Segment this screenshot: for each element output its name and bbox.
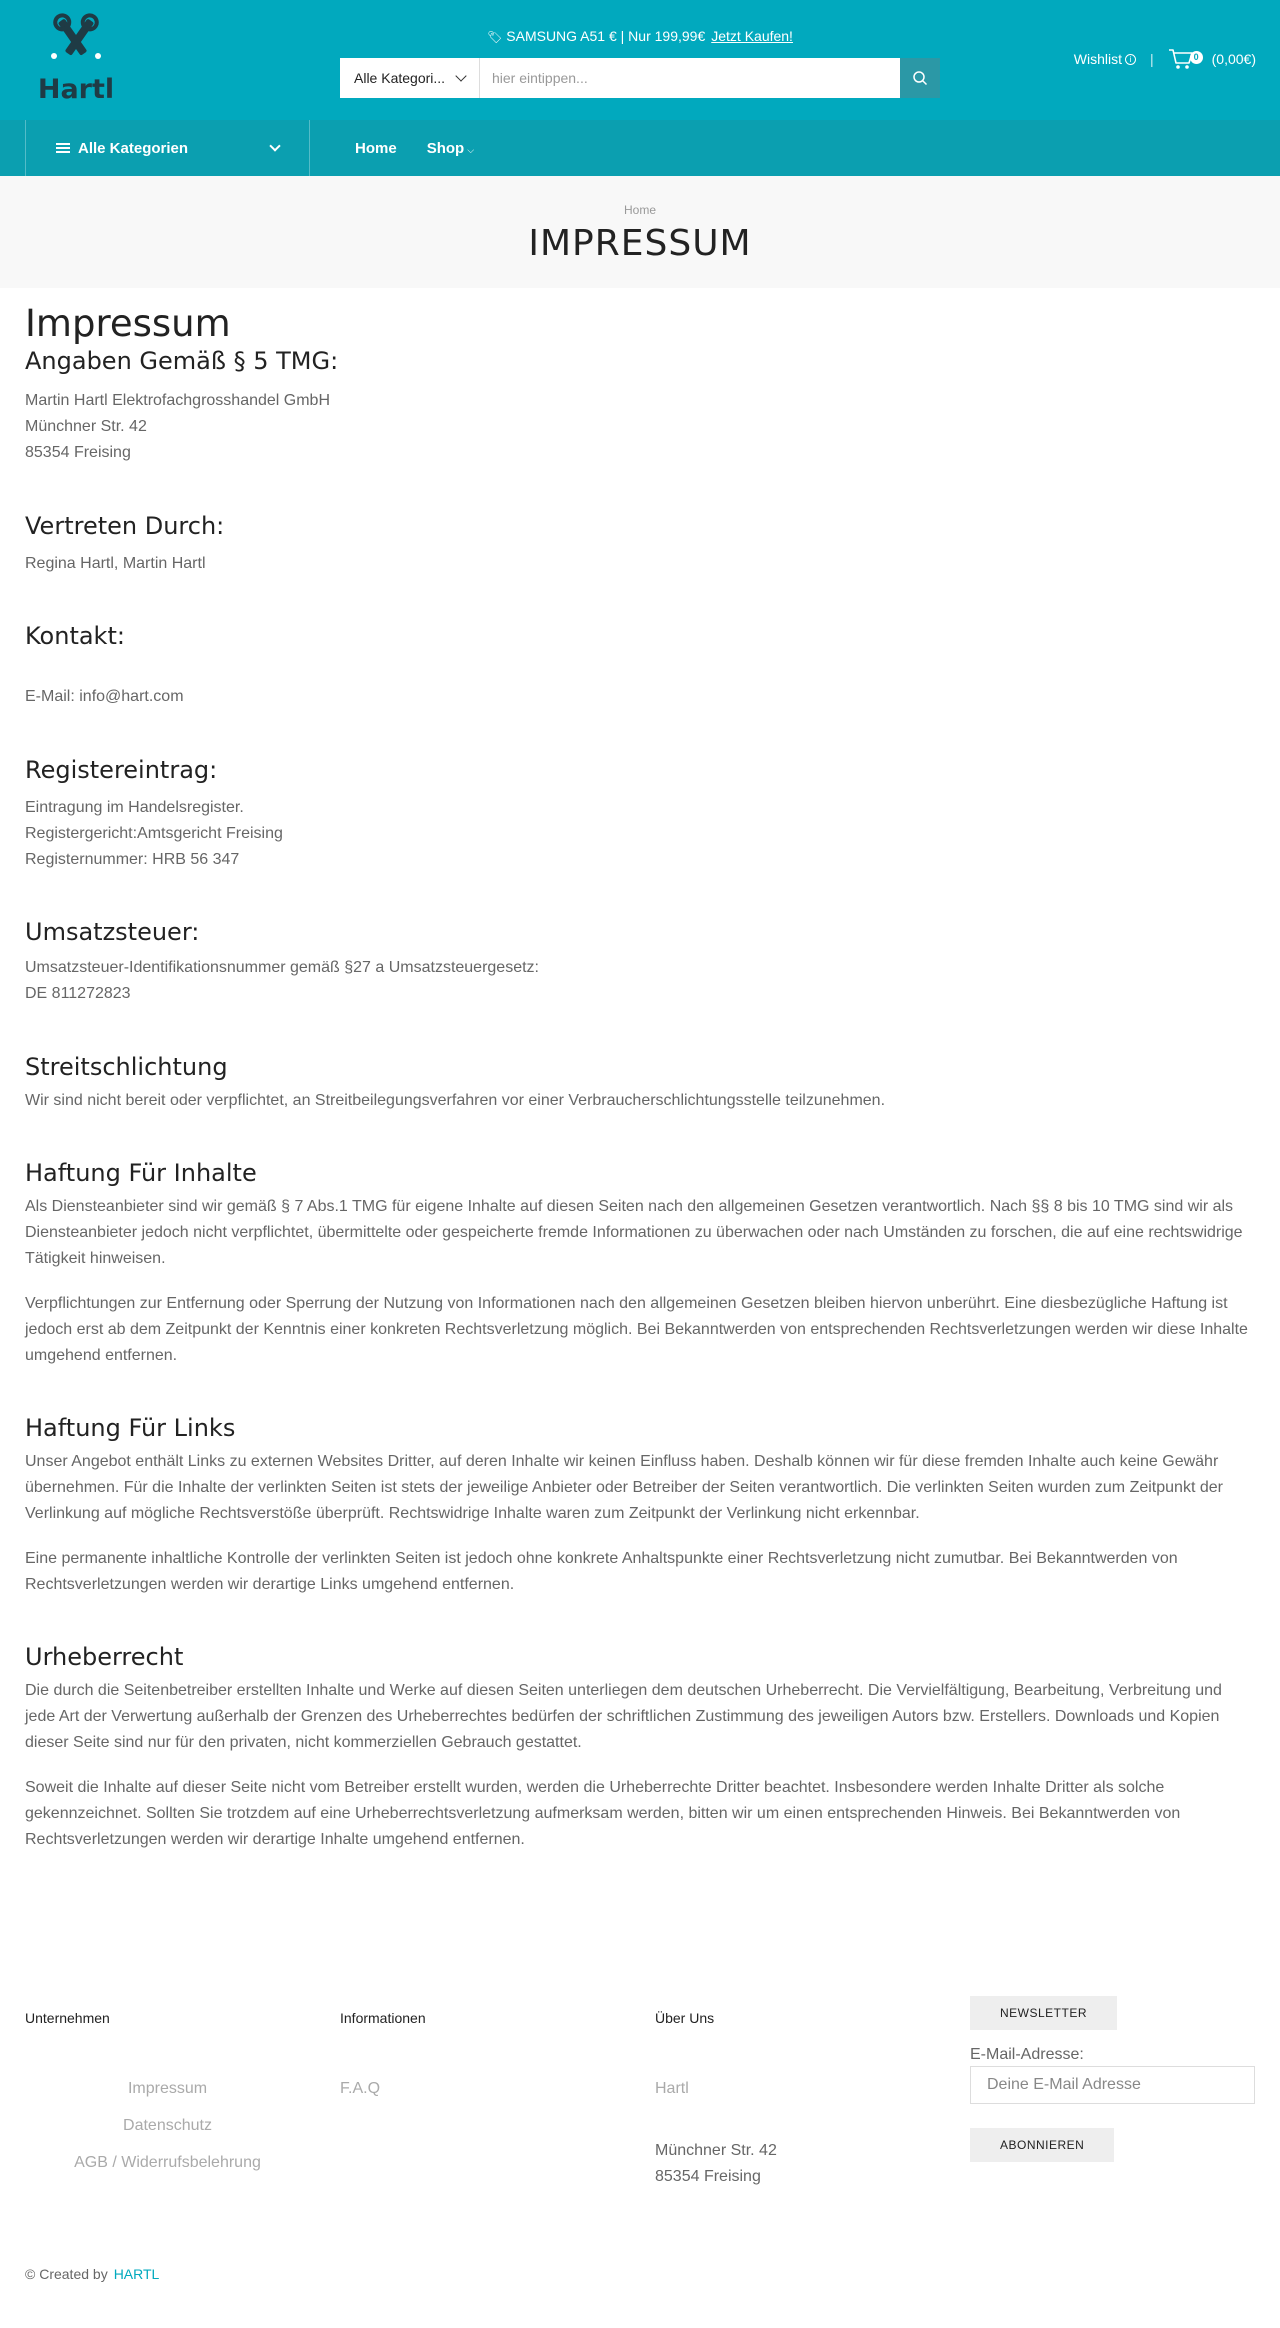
footer-col-newsletter <box>970 1996 1255 2162</box>
streit-text: Wir sind nicht bereit oder verpflichtet, an Streitbeilegungsverfahren vor einer Verbraucherschlichtungsstelle teilzunehmen. <box>25 1092 886 1109</box>
haftung-inhalte-p1: Als Diensteanbieter sind wir gemäß § 7 Abs.1 TMG für eigene Inhalte auf diesen Seiten nach den allgemeinen Gesetzen verantwortlich. Nach §§ 8 bis 10 TMG sind wir als Diensteanbieter jedoch nicht verpflichtet, übermittelte oder gespeicherte fremde Informationen zu überwachen oder nach Umständen zu forschen, die auf eine rechtswidrige Tätigkeit hinweisen. <box>25 1198 1243 1267</box>
footer-address-line: Münchner Str. 42 <box>655 2142 777 2159</box>
haftung-inhalte-heading: Haftung Für Inhalte <box>25 1159 257 1187</box>
breadcrumb <box>0 203 1280 217</box>
footer-heading: Über Uns <box>655 2010 715 2026</box>
umsatz-text <box>25 955 1255 1007</box>
footer-link-datenschutz[interactable]: Datenschutz <box>123 2117 212 2134</box>
nav-links <box>355 120 474 176</box>
register-line: Eintragung im Handelsregister. <box>25 799 244 816</box>
haftung-inhalte-p2: Verpflichtungen zur Entfernung oder Sperrung der Nutzung von Informationen nach den allgemeinen Gesetzen bleiben hiervon unberührt. Eine diesbezügliche Haftung ist jedoch erst ab dem Zeitpunkt der Kenntnis einer konkreten Rechtsverletzung möglich. Bei Bekanntwerden von entsprechenden Rechtsverletzungen werden wir diese Inhalte umgehend entfernen. <box>25 1295 1248 1364</box>
footer-col-ueber-uns <box>655 2010 777 2190</box>
email-label: E-Mail: <box>25 688 80 705</box>
wishlist-link[interactable] <box>1074 51 1136 67</box>
streit-heading: Streitschlichtung <box>25 1053 228 1081</box>
main-nav <box>0 120 1280 176</box>
haftung-links-heading: Haftung Für Links <box>25 1414 236 1442</box>
angaben-heading: Angaben Gemäß § 5 TMG: <box>25 347 339 375</box>
urheber-p1: Die durch die Seitenbetreiber erstellten Inhalte und Werke auf diesen Seiten unterliegen dem deutschen Urheberrecht. Die Vervielfältigung, Bearbeitung, Verbreitung und jede Art der Verwertung außerhalb der Grenzen des Urheberrechtes bedürfen der schriftlichen Zustimmung des jeweiligen Autors bzw. Erstellers. Downloads und Kopien dieser Seite sind nur für den privaten, nicht kommerziellen Gebrauch gestattet. <box>25 1682 1222 1751</box>
footer-heading: Unternehmen <box>25 2010 110 2026</box>
nav-home[interactable]: Home <box>355 139 397 157</box>
copyright-brand-link[interactable]: HARTL <box>113 2266 160 2282</box>
copyright-text: © Created by <box>25 2266 108 2282</box>
subscribe-button[interactable]: ABONNIEREN <box>970 2128 1114 2162</box>
umsatz-heading: Umsatzsteuer: <box>25 918 200 946</box>
email-link[interactable]: info@hart.com <box>79 688 184 705</box>
impressum-content <box>0 288 1280 1853</box>
promo-text: SAMSUNG A51 € | Nur 199,99€ <box>506 28 706 44</box>
footer-link-faq[interactable]: F.A.Q <box>340 2080 381 2097</box>
all-categories-label: Alle Kategorien <box>78 139 189 157</box>
wishlist-label: Wishlist <box>1073 51 1122 67</box>
haftung-links-p1: Unser Angebot enthält Links zu externen Websites Dritter, auf deren Inhalte wir keinen Einfluss haben. Deshalb können wir für diese fremden Inhalte auch keine Gewähr übernehmen. Für die Inhalte der verlinkten Seiten ist stets der jeweilige Anbieter oder Betreiber der Seiten verantwortlich. Die verlinkten Seiten wurden zum Zeitpunkt der Verlinkung auf mögliche Rechtsverstöße überprüft. Rechtswidrige Inhalte waren zum Zeitpunkt der Verlinkung nicht erkennbar. <box>25 1453 1223 1522</box>
register-heading: Registereintrag: <box>25 756 218 784</box>
vertreten-heading: Vertreten Durch: <box>25 512 225 540</box>
angaben-line: Martin Hartl Elektrofachgrosshandel GmbH <box>25 392 331 409</box>
footer-address-line: 85354 Freising <box>655 2168 761 2185</box>
nav-shop[interactable] <box>427 140 474 157</box>
footer-address <box>655 2138 777 2190</box>
breadcrumb-home[interactable]: Home <box>623 203 656 217</box>
kontakt-email-line <box>25 684 1255 710</box>
header-actions <box>1074 48 1256 70</box>
search-input[interactable] <box>480 58 900 98</box>
promo-link[interactable]: Jetzt Kaufen! <box>711 28 793 44</box>
header-separator: | <box>1150 51 1154 67</box>
haftung-links-p2: Eine permanente inhaltliche Kontrolle der verlinkten Seiten ist jedoch ohne konkrete Anhaltspunkte einer Rechtsverletzung nicht zumutbar. Bei Bekanntwerden von Rechtsverletzungen werden wir derartige Links umgehend entfernen. <box>25 1550 1178 1593</box>
newsletter-label: NEWSLETTER <box>970 1996 1117 2030</box>
page-title: IMPRESSUM <box>528 223 752 264</box>
angaben-line: Münchner Str. 42 <box>25 418 147 435</box>
page-title-section <box>0 176 1280 288</box>
vertreten-text: Regina Hartl, Martin Hartl <box>25 555 206 572</box>
footer-heading: Informationen <box>340 2010 426 2026</box>
chevron-down-icon: ⌵ <box>467 144 475 155</box>
footer-company-name: Hartl <box>655 2080 689 2097</box>
site-logo[interactable] <box>30 12 122 108</box>
urheber-heading: Urheberrecht <box>25 1643 184 1671</box>
all-categories-menu[interactable] <box>25 120 310 176</box>
content-heading: Impressum <box>25 302 231 345</box>
site-header <box>0 0 1280 120</box>
chevron-down-icon <box>455 70 466 81</box>
chevron-down-icon <box>269 140 280 151</box>
cart-link[interactable] <box>1168 48 1256 70</box>
copyright <box>25 2266 159 2282</box>
angaben-line: 85354 Freising <box>25 444 131 461</box>
search-category-value: Alle Kategori... <box>354 70 446 86</box>
urheber-p2: Soweit die Inhalte auf dieser Seite nicht vom Betreiber erstellt wurden, werden die Urheberrechte Dritter beachtet. Insbesondere werden Inhalte Dritter als solche gekennzeichnet. Sollten Sie trotzdem auf eine Urheberrechtsverletzung aufmerksam werden, bitten wir um einen entsprechenden Hinweis. Bei Bekanntwerden von Rechtsverletzungen werden wir derartige Inhalte umgehend entfernen. <box>25 1779 1181 1848</box>
angaben-address <box>25 388 1255 466</box>
newsletter-email-label: E-Mail-Adresse: <box>970 2046 1084 2063</box>
search-button[interactable] <box>900 58 940 98</box>
search-icon <box>912 70 928 86</box>
search-bar <box>340 58 940 98</box>
nav-shop-label: Shop <box>426 139 465 157</box>
cart-count-badge: 0 <box>1190 51 1203 64</box>
kontakt-heading: Kontakt: <box>25 622 125 650</box>
newsletter-email-input[interactable] <box>970 2066 1255 2104</box>
info-icon: i <box>1125 54 1136 65</box>
logo-text: Hartl <box>37 74 115 105</box>
register-line: Registergericht:Amtsgericht Freising <box>25 825 283 842</box>
footer-col-unternehmen <box>25 2010 310 2181</box>
footer-col-informationen <box>340 2010 426 2107</box>
umsatz-line: DE 811272823 <box>25 985 131 1002</box>
register-text <box>25 795 1255 873</box>
tag-icon: 🏷 <box>487 30 503 44</box>
search-category-select[interactable] <box>340 58 480 98</box>
register-line: Registernummer: HRB 56 347 <box>25 851 240 868</box>
promo-banner <box>0 28 1280 44</box>
hamburger-icon <box>56 143 70 153</box>
umsatz-line: Umsatzsteuer-Identifikationsnummer gemäß §27 a Umsatzsteuergesetz: <box>25 959 539 976</box>
cart-total: (0,00€) <box>1211 51 1256 67</box>
footer-link-agb[interactable]: AGB / Widerrufsbelehrung <box>74 2154 261 2171</box>
footer-link-impressum[interactable]: Impressum <box>127 2080 208 2097</box>
